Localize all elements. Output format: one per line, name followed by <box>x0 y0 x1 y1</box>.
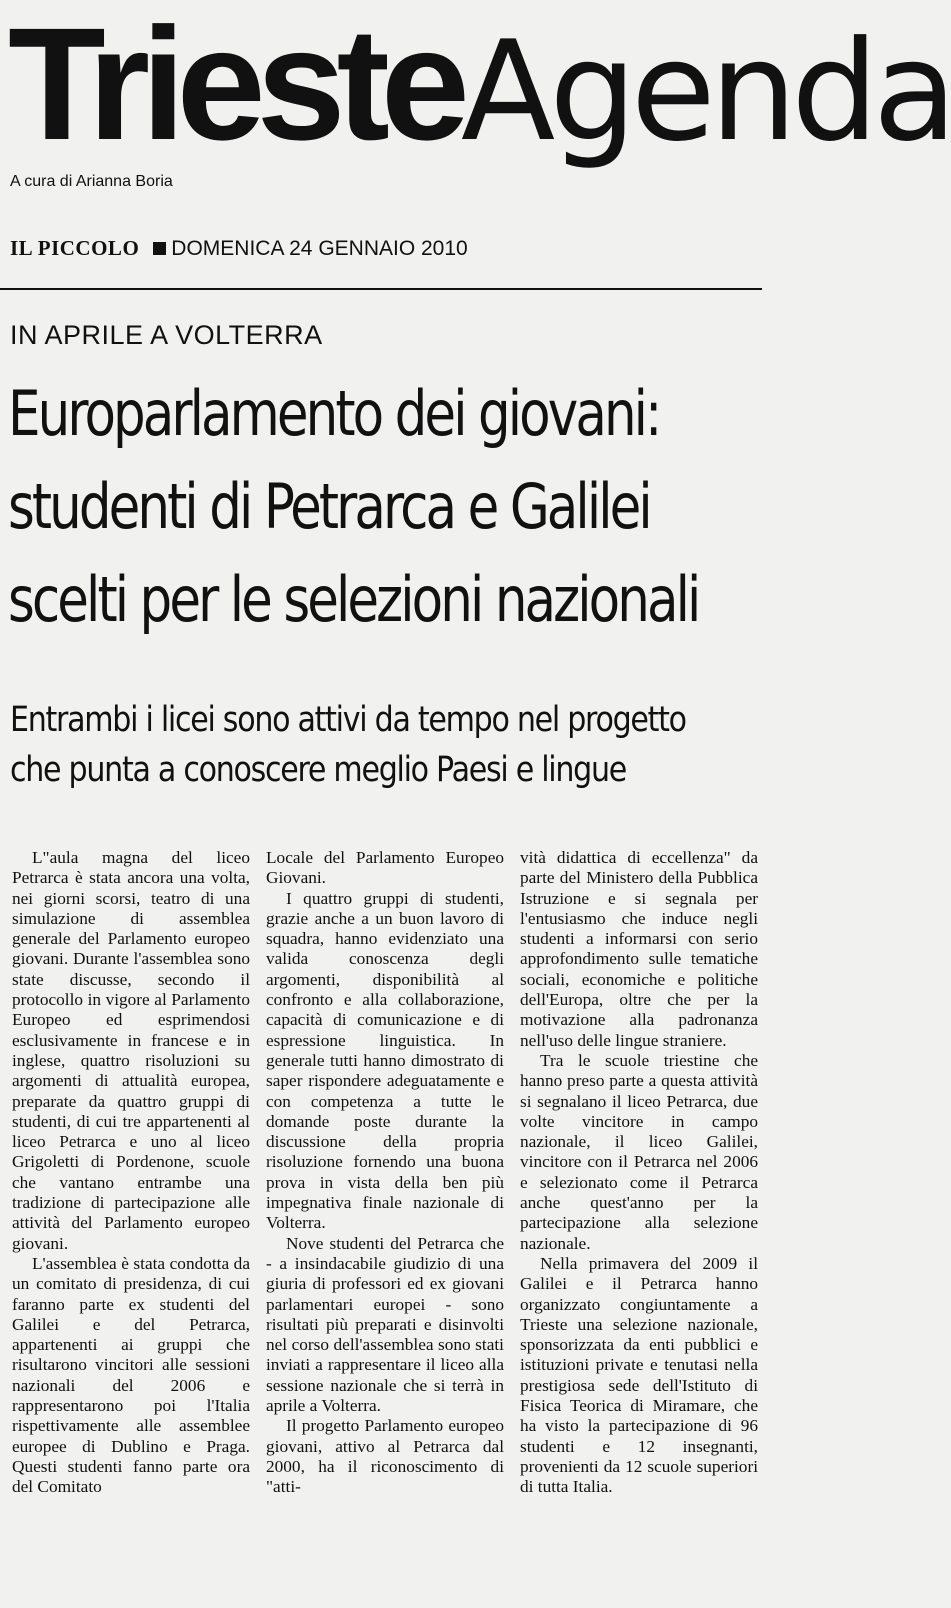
headline-line: scelti per le selezioni nazionali <box>8 563 699 636</box>
masthead-bold: Trieste <box>8 0 461 173</box>
paragraph: Il progetto Parlamento europeo giovani, attivo al Petrarca dal 2000, ha il riconoscimento di "atti- <box>266 1416 504 1497</box>
masthead-light: Agenda <box>460 11 951 172</box>
paragraph: I quattro gruppi di studenti, grazie anche a un buon lavoro di squadra, hanno evidenziato una valida conoscenza degli argomenti, disponibilità al confronto e alla collaborazione, capacità di comunicazione e di espressione linguistica. In generale tutti hanno dimostrato di saper rispondere adeguatamente e con competenza a tutte le domande poste durante la discussione della propria risoluzione fornendo una buona prova in vista della ben più impegnativa finale nazionale di Volterra. <box>266 888 504 1233</box>
text-column-2 <box>266 848 504 1498</box>
paragraph: L"aula magna del liceo Petrarca è stata ancora una volta, nei giorni scorsi, teatro di una simulazione di assemblea generale del Parlamento europeo giovani. Durante l'assemblea sono state discusse, secondo il protocollo in vigore al Parlamento Europeo ed esprimendosi esclusivamente in francese e in inglese, quattro risoluzioni su argomenti di attualità europea, preparate da quattro gruppi di studenti, di cui tre appartenenti al liceo Petrarca e uno al liceo Grigoletti di Pordenone, scuole che vantano entrambe una tradizione di partecipazione alle attività del Parlamento europeo giovani. <box>12 848 250 1253</box>
paragraph: Nella primavera del 2009 il Galilei e il Petrarca hanno organizzato congiuntamente a Trieste una selezione nazionale, sponsorizzata da enti pubblici e istituzioni private e tenutasi nella prestigiosa sede dell'Istituto di Fisica Teorica di Miramare, che ha visto la partecipazione di 96 studenti e 12 insegnanti, provenienti da 12 scuole superiori di tutta Italia. <box>520 1253 758 1497</box>
paragraph: vità didattica di eccellenza" da parte del Ministero della Pubblica Istruzione e si segnala per l'entusiasmo che induce negli studenti a informarsi con serio approfondimento sulle tematiche sociali, economiche e politiche dell'Europa, oltre che per la motivazione alla padronanza nell'uso delle lingue straniere. <box>520 848 758 1050</box>
article-kicker: IN APRILE A VOLTERRA <box>10 320 323 350</box>
paragraph: Nove studenti del Petrarca che - a insindacabile giudizio di una giuria di professori ed ex giovani parlamentari europei - sono risultati più preparati e disinvolti nel corso dell'assemblea sono stati inviati a rappresentare il liceo alla sessione nazionale che si terrà in aprile a Volterra. <box>266 1233 504 1416</box>
article-subhead <box>10 695 686 795</box>
square-bullet-icon <box>153 242 166 255</box>
header-rule <box>0 288 762 290</box>
article-body <box>12 848 756 1608</box>
paragraph: Tra le scuole triestine che hanno preso parte a questa attività si segnalano il liceo Petrarca, due volte vincitore in campo nazionale, il liceo Galilei, vincitore con il Petrarca nel 2006 e selezionato come il Petrarca anche quest'anno per la partecipazione alla selezione nazionale. <box>520 1050 758 1253</box>
curator-credit: A cura di Arianna Boria <box>10 173 173 190</box>
paragraph: L'assemblea è stata condotta da un comitato di presidenza, di cui faranno parte ex studenti del Galilei e del Petrarca, appartenenti ai gruppi che risultarono vincitori alle sessioni nazionali del 2006 e rappresentarono poi l'Italia rispettivamente alle assemblee europee di Dublino e Praga. Questi studenti fanno parte ora del Comitato <box>12 1253 250 1497</box>
paragraph: Locale del Parlamento Europeo Giovani. <box>266 848 504 888</box>
newspaper-name: IL PICCOLO <box>10 236 140 260</box>
article-headline <box>8 367 758 646</box>
publication-date: DOMENICA 24 GENNAIO 2010 <box>171 237 468 260</box>
subhead-line: che punta a conoscere meglio Paesi e lingue <box>10 750 626 790</box>
headline-line: Europarlamento dei giovani: <box>8 377 660 450</box>
text-column-1 <box>12 848 250 1498</box>
section-masthead <box>8 0 951 173</box>
newspaper-line <box>10 236 468 261</box>
text-column-3 <box>520 848 758 1498</box>
subhead-line: Entrambi i licei sono attivi da tempo nel progetto <box>10 700 686 740</box>
headline-line: studenti di Petrarca e Galilei <box>8 470 650 543</box>
